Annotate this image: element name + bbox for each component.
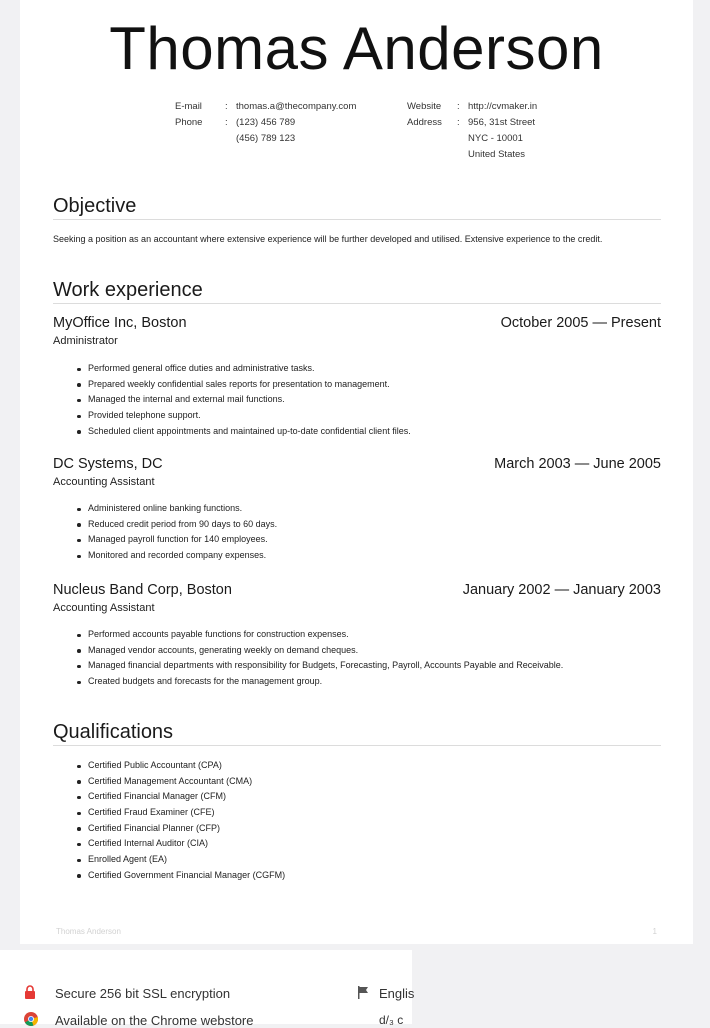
flag-icon xyxy=(357,986,369,999)
resume-name: Thomas Anderson xyxy=(109,15,604,82)
partial-text: d/₃ c xyxy=(379,1013,404,1027)
list-item: Performed general office duties and administrative tasks. xyxy=(88,361,411,377)
address-line-3: United States xyxy=(468,149,526,160)
list-item: Certified Financial Planner (CFP) xyxy=(88,821,285,837)
job-dates: January 2002 — January 2003 xyxy=(462,582,661,598)
ssl-text: Secure 256 bit SSL encryption xyxy=(55,986,231,1001)
separator: : xyxy=(225,101,228,112)
objective-text: Seeking a position as an accountant where extensive experience will be further developed and utilised. Extensive experience to the credit. xyxy=(53,234,603,244)
list-item: Prepared weekly confidential sales reports for presentation to management. xyxy=(88,377,411,393)
work-experience-heading: Work experience xyxy=(53,279,661,304)
website-label: Website xyxy=(407,101,442,112)
job-company: Nucleus Band Corp, Boston xyxy=(53,582,232,598)
language-link[interactable]: Englis xyxy=(379,986,415,1001)
qualifications-heading: Qualifications xyxy=(53,721,661,746)
phone-label: Phone xyxy=(175,117,203,128)
job-company: MyOffice Inc, Boston xyxy=(53,315,187,331)
separator: : xyxy=(457,117,460,128)
list-item: Certified Management Accountant (CMA) xyxy=(88,774,285,790)
list-item: Enrolled Agent (EA) xyxy=(88,852,285,868)
phone-value-1: (123) 456 789 xyxy=(236,117,296,128)
job-duties xyxy=(53,627,563,690)
list-item: Certified Financial Manager (CFM) xyxy=(88,789,285,805)
objective-heading: Objective xyxy=(53,195,661,220)
list-item: Certified Fraud Examiner (CFE) xyxy=(88,805,285,821)
list-item: Managed the internal and external mail functions. xyxy=(88,392,411,408)
address-label: Address xyxy=(407,117,442,128)
job-role: Accounting Assistant xyxy=(53,602,155,614)
list-item: Reduced credit period from 90 days to 60 days. xyxy=(88,517,277,533)
contact-left xyxy=(175,101,375,149)
separator: : xyxy=(457,101,460,112)
list-item: Monitored and recorded company expenses. xyxy=(88,548,277,564)
list-item: Created budgets and forecasts for the management group. xyxy=(88,674,563,690)
lock-icon xyxy=(24,985,36,999)
list-item: Administered online banking functions. xyxy=(88,501,277,517)
footer-name: Thomas Anderson xyxy=(56,927,121,936)
footer-page-number: 1 xyxy=(652,927,657,936)
list-item: Certified Public Accountant (CPA) xyxy=(88,758,285,774)
email-value: thomas.a@thecompany.com xyxy=(236,101,357,112)
website-value: http://cvmaker.in xyxy=(468,101,538,112)
job-role: Accounting Assistant xyxy=(53,476,155,488)
separator: : xyxy=(225,117,228,128)
address-line-1: 956, 31st Street xyxy=(468,117,536,128)
list-item: Managed payroll function for 140 employees. xyxy=(88,532,277,548)
list-item: Managed financial departments with responsibility for Budgets, Forecasting, Payroll, Accounts Payable and Receivable. xyxy=(88,658,563,674)
job-duties xyxy=(53,501,277,564)
bottom-bar-gray-area xyxy=(412,950,710,1024)
qualifications-list xyxy=(53,758,285,884)
contact-right xyxy=(407,101,607,165)
list-item: Managed vendor accounts, generating weekly on demand cheques. xyxy=(88,643,563,659)
job-role: Administrator xyxy=(53,335,118,347)
job-dates: March 2003 — June 2005 xyxy=(494,456,661,472)
resume-page xyxy=(20,0,693,944)
email-label: E-mail xyxy=(175,101,202,112)
list-item: Scheduled client appointments and maintained up-to-date confidential client files. xyxy=(88,424,411,440)
list-item: Performed accounts payable functions for construction expenses. xyxy=(88,627,563,643)
job-duties xyxy=(53,361,411,439)
address-line-2: NYC - 10001 xyxy=(468,133,523,144)
list-item: Certified Internal Auditor (CIA) xyxy=(88,836,285,852)
list-item: Provided telephone support. xyxy=(88,408,411,424)
chrome-webstore-text[interactable]: Available on the Chrome webstore xyxy=(55,1013,254,1028)
list-item: Certified Government Financial Manager (CGFM) xyxy=(88,868,285,884)
job-company: DC Systems, DC xyxy=(53,456,163,472)
phone-value-2: (456) 789 123 xyxy=(236,133,296,144)
job-dates: October 2005 — Present xyxy=(500,315,661,331)
